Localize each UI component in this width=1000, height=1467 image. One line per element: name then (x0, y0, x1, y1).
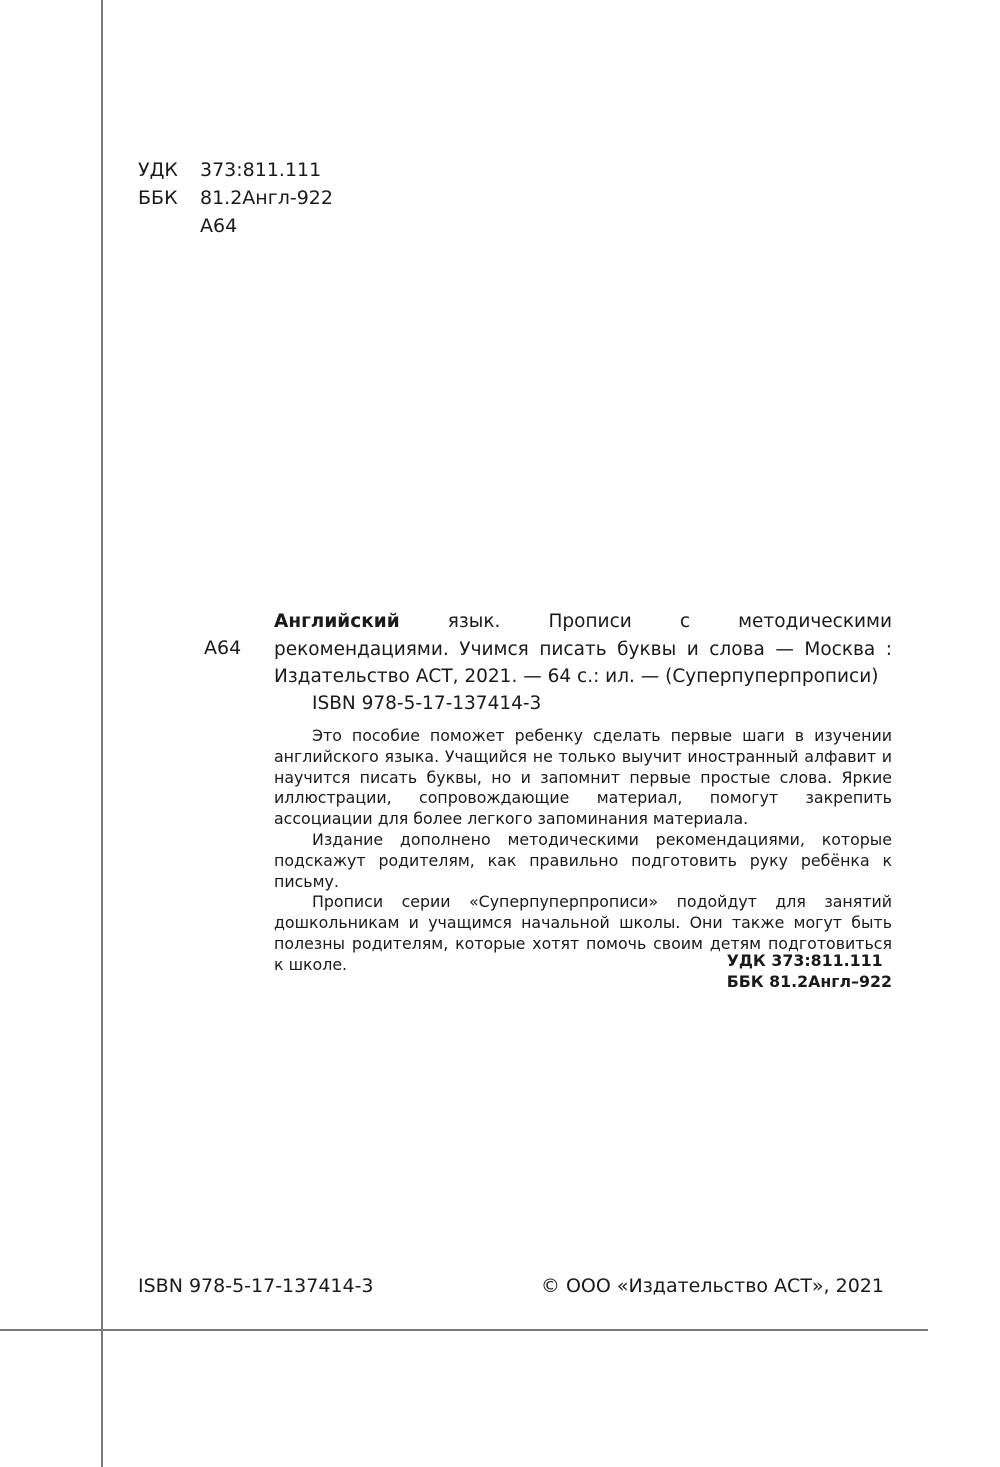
catalog-author-mark: А64 (204, 637, 242, 659)
udk-row (138, 156, 333, 184)
footer-isbn: ISBN 978-5-17-137414-3 (138, 1275, 374, 1297)
horizontal-bottom-rule (0, 1329, 928, 1331)
abstract-paragraph: Это пособие поможет ребенку сделать первые шаги в изучении английского языка. Учащийся не только выучит иностранный алфавит и научится писать буквы, но и запомнит первые простые слова. Яркие иллюстрации, сопровождающие материал, помогут закрепить ассоциации для более легкого запоминания материала. (274, 726, 892, 829)
vertical-margin-rule (101, 0, 103, 1467)
footer-copyright: © ООО «Издательство АСТ», 2021 (540, 1275, 884, 1297)
udk-value: 373:811.111 (200, 159, 322, 181)
abstract-paragraph: Прописи серии «Суперпуперпрописи» подойдут для занятий дошкольникам и учащимся начальной школы. Они также могут быть полезны родителям, которые хотят помочь своим детям подготовиться к школе. (274, 892, 892, 974)
bbk-row (138, 184, 333, 212)
entry-isbn: ISBN 978-5-17-137414-3 (312, 693, 542, 714)
udk-label: УДК (138, 159, 178, 181)
bbk-value: 81.2Англ-922 (200, 187, 333, 209)
entry-title-rest: язык. Прописи с методическими рекомендациями. Учимся писать буквы и слова — Москва : Издательство АСТ, 2021. — 64 с.: ил. — (Суперпуперпрописи) (274, 611, 892, 687)
abstract (274, 726, 892, 976)
card-udk: УДК 373:811.111 (726, 951, 883, 970)
entry-title-bold: Английский (274, 611, 400, 632)
author-mark-row (138, 212, 333, 240)
classification-block (138, 156, 333, 240)
bbk-label: ББК (138, 187, 178, 209)
bibliographic-entry (274, 608, 892, 691)
author-mark: А64 (200, 215, 238, 237)
abstract-paragraph: Издание дополнено методическими рекомендациями, которые подскажут родителям, как правильно подготовить руку ребёнка к письму. (274, 829, 892, 891)
card-classification (727, 950, 892, 992)
entry-title (274, 608, 892, 691)
card-bbk: ББК 81.2Англ–922 (726, 972, 892, 991)
